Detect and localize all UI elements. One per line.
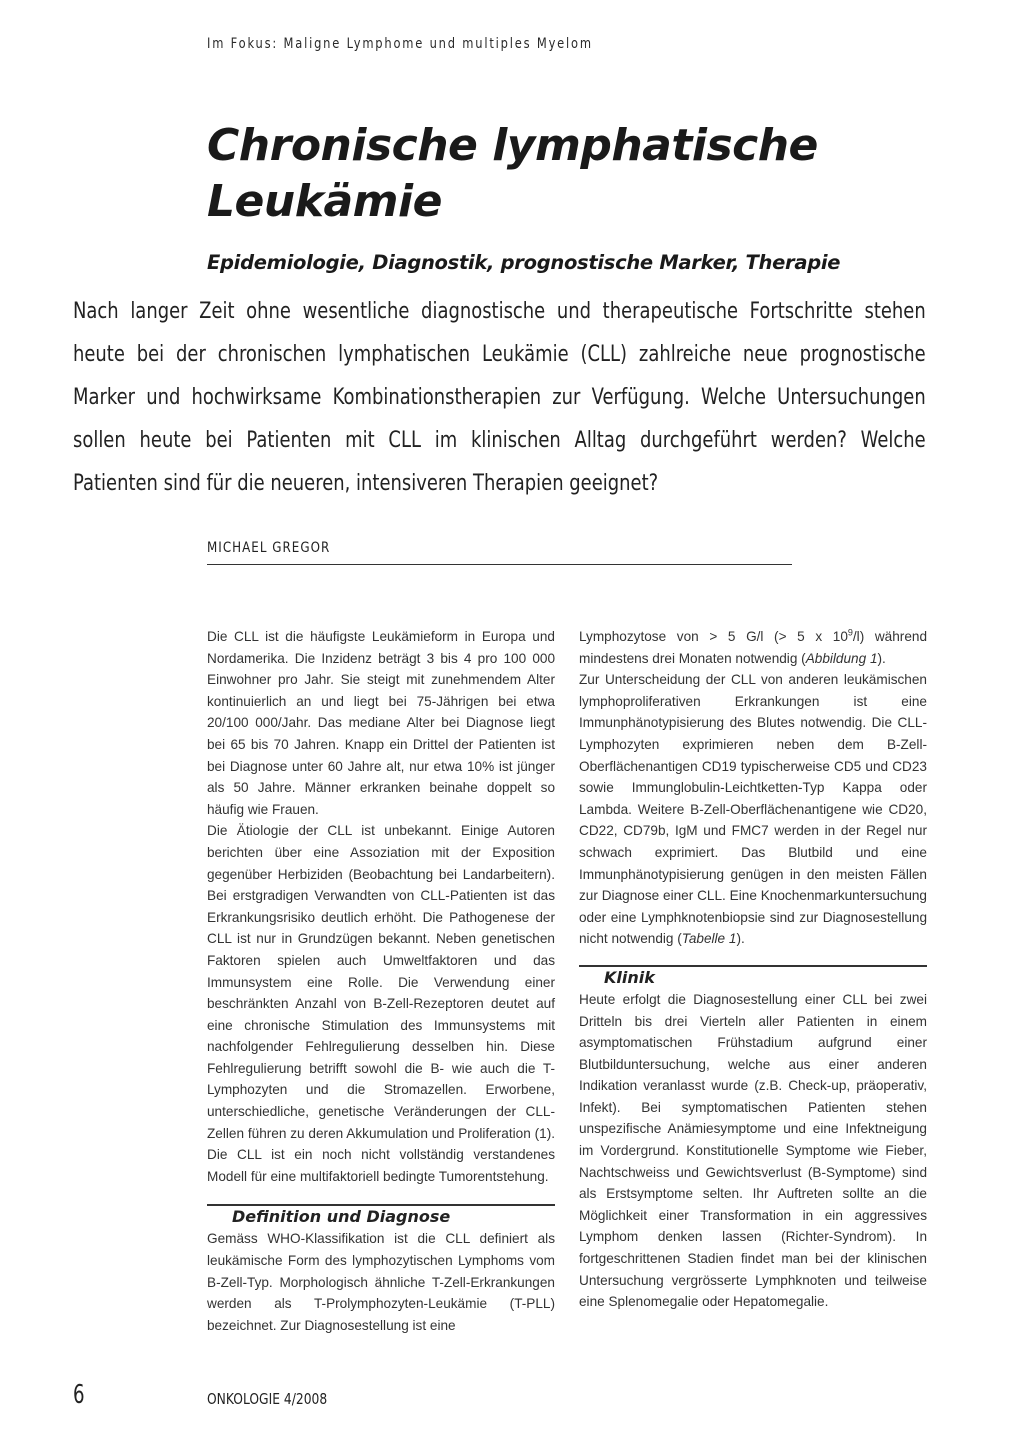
section-heading-definition: Definition und Diagnose: [232, 1207, 451, 1227]
body-paragraph: Gemäss WHO-Klassifikation ist die CLL definiert als leukämische Form des lymphozytischen Lymphoms vom B-Zell-Typ. Morphologisch ähnliche T-Zell-Erkrankungen werden als T-Prolymphozyten-Leukämie (T-PLL) bezeichnet. Zur Diagnosestellung ist eine: [207, 1231, 555, 1333]
left-column: [207, 626, 555, 1336]
body-paragraph: Die Ätiologie der CLL ist unbekannt. Einige Autoren berichten über eine Assoziation mit der Exposition gegenüber Herbiziden (Beobachtung bei Landarbeitern). Bei erstgradigen Verwandten von CLL-Patienten ist das Erkrankungsrisiko deutlich erhöht. Die Pathogenese der CLL ist nur in Grundzügen bekannt. Neben genetischen Faktoren spielen auch Umweltfaktoren und das Immunsystem eine Rolle. Die Verwendung einer beschränkten Anzahl von B-Zell-Rezeptoren deutet auf eine chronische Stimulation des Immunsystems mit nachfolgender Fehlregulierung desselben hin. Diese Fehlregulierung betrifft sowohl die B- wie auch die T-Lymphozyten und die Stromazellen. Erworbene, unterschiedliche, genetische Veränderungen der CLL-Zellen führen zu deren Akkumulation und Proliferation (1). Die CLL ist ein noch nicht vollständig verstandenes Modell für eine multifaktoriell bedingte Tumorentstehung.: [207, 823, 555, 1184]
journal-issue: ONKOLOGIE 4/2008: [207, 1390, 328, 1408]
article-title: [207, 118, 987, 230]
text-span: Zur Unterscheidung der CLL von anderen leukämischen lymphoproliferativen Erkrankungen ist eine Immunphänotypisierung des Blutes notwendig. Die CLL-Lymphozyten exprimieren neben dem B-Zell-Oberflächenantigen CD19 typischerweise CD5 und CD23 sowie Immunglobulin-Leichtketten-Typ Kappa oder Lambda. Weitere B-Zell-Oberflächenantigene wie CD20, CD22, CD79b, IgM und FMC7 werden in der Regel nur schwach exprimiert. Das Blutbild und eine Immunphänotypisierung genügen in den meisten Fällen zur Diagnose einer CLL. Eine Knochenmarkuntersuchung oder eine Lymphknotenbiopsie sind zur Diagnosestellung nicht notwendig (: [579, 672, 927, 947]
section-heading-klinik: Klinik: [604, 967, 655, 987]
table-reference: Tabelle 1: [681, 931, 737, 947]
right-column: [579, 626, 927, 1313]
title-line-2: Leukämie: [207, 176, 442, 227]
title-line-1: Chronische lymphatische: [207, 120, 818, 171]
superscript: 9: [847, 627, 853, 638]
running-head: Im Fokus: Maligne Lymphome und multiples Myelom: [207, 36, 593, 52]
text-span: ).: [877, 650, 886, 666]
page-number: 6: [73, 1380, 85, 1410]
author-name: MICHAEL GREGOR: [207, 540, 331, 556]
text-span: ).: [736, 931, 745, 947]
body-paragraph: Heute erfolgt die Diagnosestellung einer CLL bei zwei Dritteln bis drei Vierteln aller Patienten in einem asymptomatischen Frühstadium aufgrund einer Blutbilduntersuchung, welche aus einer anderen Indikation veranlasst wurde (z.B. Check-up, präoperativ, Infekt). Bei symptomatischen Patienten stehen unspezifische Anämiesymptome und eine Infektneigung im Vordergrund. Konstitutionelle Symptome wie Fieber, Nachtschweiss und Gewichtsverlust (B-Symptome) sind als Erstsymptome selten. Ihr Auftreten sollte an die Möglichkeit einer Transformation in ein aggressives Lymphom denken lassen (Richter-Syndrom). In fortgeschrittenen Stadien findet man bei der klinischen Untersuchung vergrösserte Lymphknoten und teilweise eine Splenomegalie oder Hepatomegalie.: [579, 991, 927, 1310]
author-divider: [207, 564, 792, 565]
body-paragraph: Die CLL ist die häufigste Leukämieform in Europa und Nordamerika. Die Inzidenz beträgt 3 bis 4 pro 100 000 Einwohner pro Jahr. Sie steigt mit zunehmendem Alter kontinuierlich an und liegt bei 75-Jährigen bei etwa 20/100 000/Jahr. Das mediane Alter bei Diagnose liegt bei 65 bis 70 Jahren. Knapp ein Drittel der Patienten ist bei Diagnose unter 60 Jahre alt, nur etwa 10% ist jünger als 50 Jahre. Männer erkranken beinahe doppelt so häufig wie Frauen.: [207, 629, 555, 817]
lead-paragraph: Nach langer Zeit ohne wesentliche diagnostische und therapeutische Fortschritte stehen heute bei der chronischen lymphatischen Leukämie (CLL) zahlreiche neue prognostische Marker und hochwirksame Kombinationstherapien zur Verfügung. Welche Untersuchungen sollen heute bei Patienten mit CLL im klinischen Alltag durchgeführt werden? Welche Patienten sind für die neueren, intensiveren Therapien geeignet?: [73, 299, 926, 496]
text-span: Lymphozytose von > 5 G/l (> 5 x 10: [579, 629, 848, 644]
body-paragraph: [579, 626, 927, 669]
text-span: /l) während mindestens drei Monaten notwendig (: [579, 629, 928, 666]
article-subtitle: Epidemiologie, Diagnostik, prognostische Marker, Therapie: [207, 251, 841, 274]
figure-reference: Abbildung 1: [805, 650, 878, 666]
body-paragraph: [579, 669, 927, 950]
